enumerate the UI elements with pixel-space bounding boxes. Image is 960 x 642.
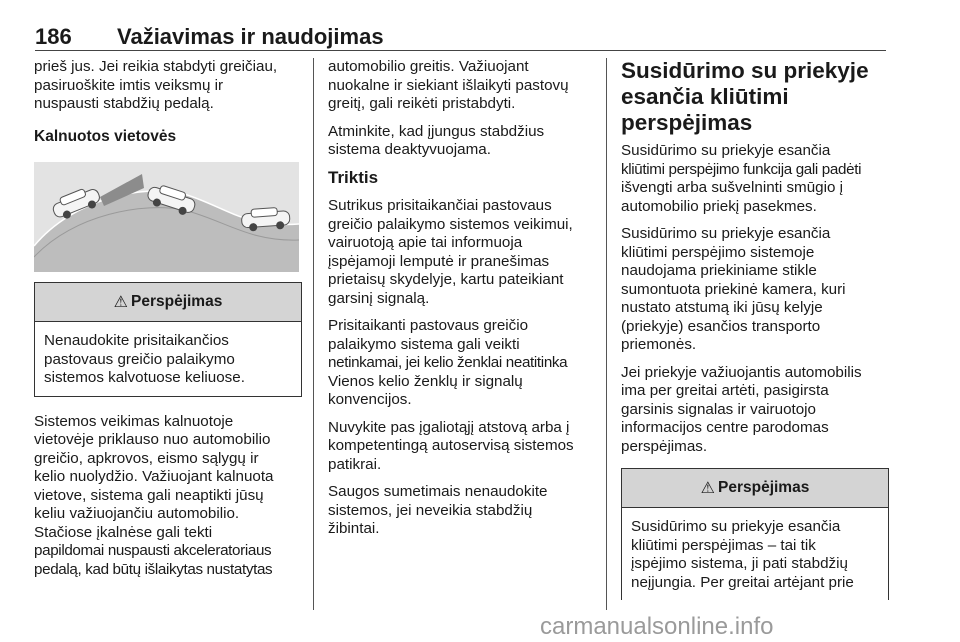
paragraph: Atminkite, kad įjungus stabdžius sistema deaktyvuojama. xyxy=(328,122,545,158)
hill-illustration xyxy=(34,162,299,272)
header-rule xyxy=(35,50,886,51)
warning-triangle-icon: ⚠ xyxy=(113,294,128,311)
warning-title: Perspėjimas xyxy=(131,293,223,310)
warning-body: Nenaudokite prisitaikančios pastovaus greičio palaikymo sistemos kalvotuose keliuose. xyxy=(44,332,245,386)
warning-title: Perspėjimas xyxy=(718,479,810,496)
watermark: carmanualsonline.info xyxy=(540,613,774,640)
column-divider-1 xyxy=(313,58,314,610)
intro-paragraph: prieš jus. Jei reikia stabdyti greičiau, pasiruoškite imtis veiksmų ir nuspausti stabdžių pedalą. xyxy=(34,58,278,112)
warning-box xyxy=(34,282,302,397)
warning-triangle-icon: ⚠ xyxy=(700,480,715,497)
warning-header xyxy=(35,283,301,322)
column-divider-2 xyxy=(606,58,607,610)
paragraph: Jei priekyje važiuojantis automobilis ima per greitai artėti, pasigirsta garsinis signalas ir vairuotojo informacijos centre parodomas perspėjimas. xyxy=(621,363,862,455)
paragraph: Nuvykite pas įgaliotąjį atstovą arba į kompetentingą autoservisą sistemos patikrai. xyxy=(328,418,574,473)
heading-collision-alert: Susidūrimo su priekyje esančia kliūtimi perspėjimas xyxy=(621,58,869,135)
warning-box xyxy=(621,468,889,600)
paragraph: Prisitaikanti pastovaus greičio palaikymo sistema gali veikti netinkamai, jei kelio ženklai neatitinka Vienos kelio ženklų ir signalų konvencijos. xyxy=(328,317,568,408)
warning-header xyxy=(622,469,888,508)
paragraph: automobilio greitis. Važiuojant nuokalne ir siekiant išlaikyti pastovų greitį, gali reikėti pristabdyti. xyxy=(328,58,569,112)
hills-paragraph: Sistemos veikimas kalnuotoje vietovėje priklauso nuo automobilio greičio, apkrovos, eismo sąlygų ir kelio nuolydžio. Važiuojant kalnuota vietove, sistema gali neaptikti jūsų keliu važiuojančiu automobilio. Stačiose įkalnėse gali tekti papildomai nuspausti akceleratoriaus pedalą, kad būtų išlaikytas nustatytas xyxy=(34,412,274,578)
subheading-hilly-areas: Kalnuotos vietovės xyxy=(34,127,177,145)
column-2 xyxy=(328,58,596,548)
heading-fault: Triktis xyxy=(328,167,379,187)
page-number: 186 xyxy=(35,24,72,49)
column-3 xyxy=(621,58,889,613)
page-title: Važiavimas ir naudojimas xyxy=(117,24,384,49)
paragraph: Sutrikus prisitaikančiai pastovaus greičio palaikymo sistemos veikimui, vairuotoją apie tai informuoja įspėjamoji lemputė ir pranešimas prietaisų skydelyje, kartu pateikiant garsinį signalą. xyxy=(328,197,573,307)
column-1 xyxy=(34,58,302,588)
paragraph: Susidūrimo su priekyje esančia kliūtimi perspėjimo funkcija gali padėti išvengti arba sušvelninti smūgio į automobilio priekį pasekmes. xyxy=(621,142,862,215)
warning-body: Susidūrimo su priekyje esančia kliūtimi perspėjimas – tai tik įspėjimo sistema, ji pati stabdžių neįjungia. Per greitai artėjant prie xyxy=(631,518,854,591)
paragraph: Susidūrimo su priekyje esančia kliūtimi perspėjimo sistemoje naudojama priekiniame stikle sumontuota priekinė kamera, kuri nustato atstumą iki jūsų kelyje (priekyje) esančios transporto priemonės. xyxy=(621,225,846,353)
paragraph: Saugos sumetimais nenaudokite sistemos, jei neveikia stabdžių žibintai. xyxy=(328,483,548,537)
